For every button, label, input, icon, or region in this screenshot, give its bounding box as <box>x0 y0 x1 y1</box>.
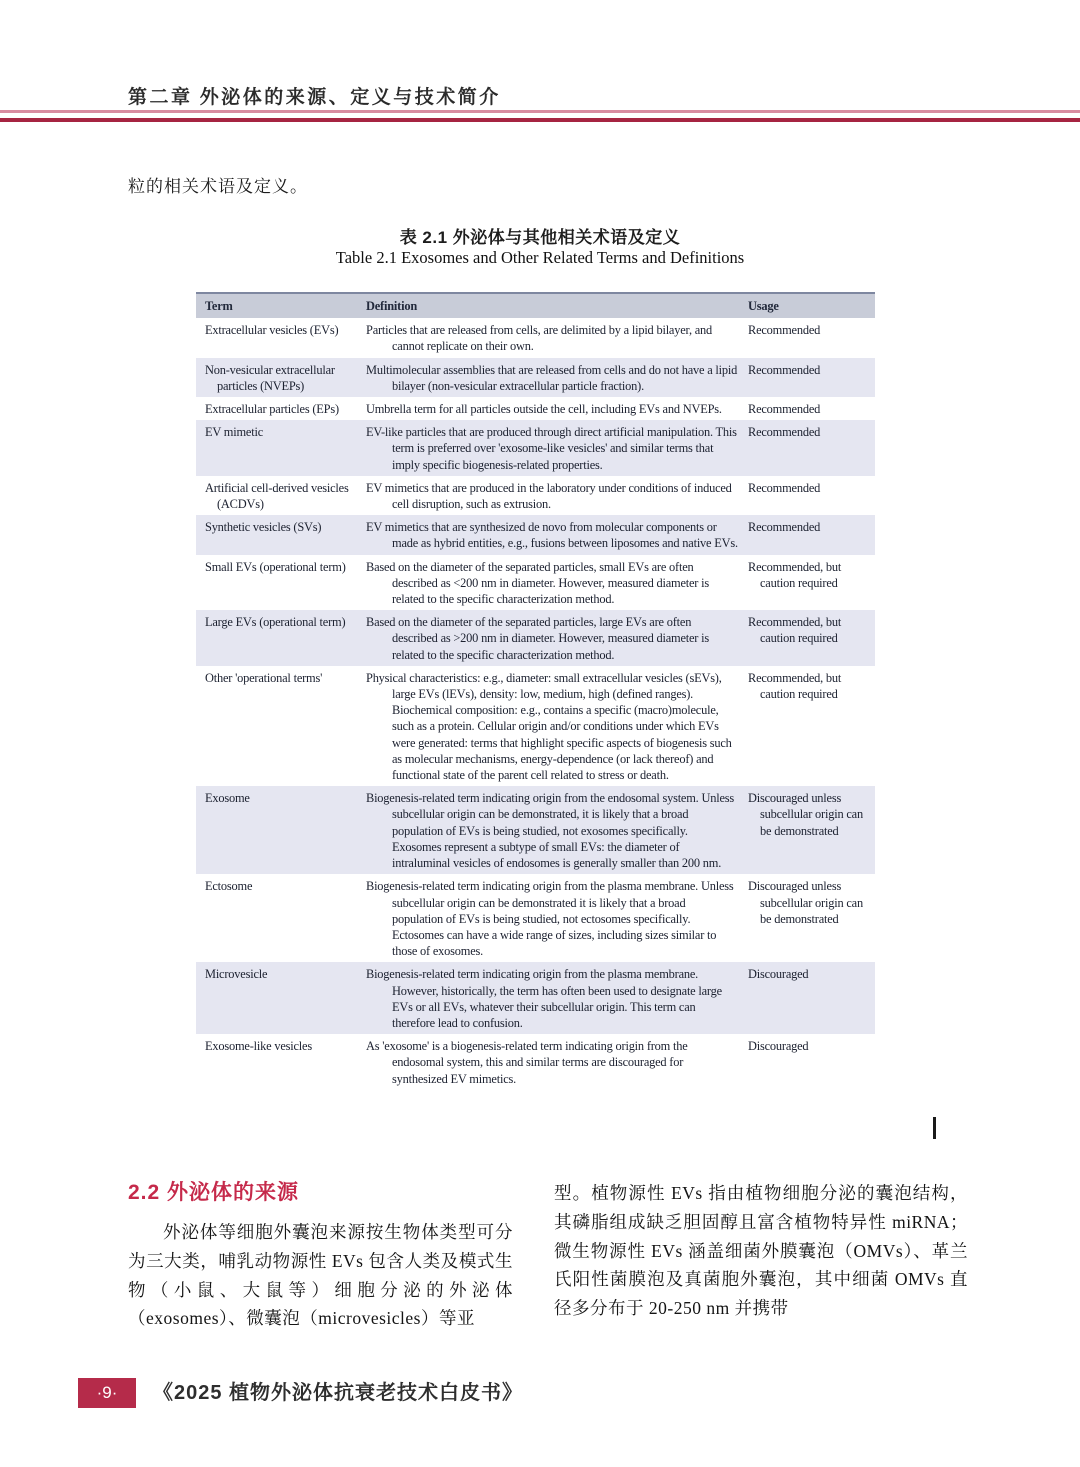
header-divider-dark <box>0 118 1080 122</box>
terms-definitions-table <box>196 292 875 1090</box>
table-row <box>196 786 875 874</box>
term-cell: EV mimetic <box>205 425 263 440</box>
table-title-chinese: 表 2.1 外泌体与其他相关术语及定义 <box>399 228 681 247</box>
paragraph-right: 型。植物源性 EVs 指由植物细胞分泌的囊泡结构，其磷脂组成缺乏胆固醇且富含植物特异性 miRNA；微生物源性 EVs 涵盖细菌外膜囊泡（OMVs）、革兰氏阳性菌膜泡及真菌胞外囊泡，其中细菌 OMVs 直径多分布于 20-250 nm 并携带 <box>554 1183 968 1319</box>
term-cell: Non-vesicular extracellular particles (NVEPs) <box>205 362 335 393</box>
definition-cell: Biogenesis-related term indicating origin from the plasma membrane. However, historically, the term has often been used to designate large EVs or all EVs, whatever their subcellular origin. This term can therefore lead to confusion. <box>366 967 722 1030</box>
table-body <box>196 318 875 1090</box>
text-column-left <box>128 1176 513 1333</box>
definition-cell: Umbrella term for all particles outside the cell, including EVs and NVEPs. <box>366 402 722 417</box>
definition-cell: EV-like particles that are produced through direct artificial manipulation. This term is preferred over 'exosome-like vesicles' and similar terms that imply specific biogenesis-related properties. <box>366 425 737 472</box>
section-source-of-exosomes <box>128 1176 968 1333</box>
term-cell: Ectosome <box>205 879 253 894</box>
table-row <box>196 476 875 515</box>
usage-cell: Recommended <box>748 323 821 338</box>
text-cursor-mark <box>933 1117 936 1139</box>
column-header-term: Term <box>205 299 233 313</box>
table-row <box>196 666 875 786</box>
definition-cell: Biogenesis-related term indicating origin from the endosomal system. Unless subcellular origin can be demonstrated, it is likely that a broad population of EVs is being studied, not exosomes specifically. Exosomes represent a subtype of small EVs: the diameter of intraluminal vesicles of endosomes is generally smaller than 200 nm. <box>366 791 734 871</box>
definition-cell: Particles that are released from cells, are delimited by a lipid bilayer, and cannot replicate on their own. <box>366 323 713 354</box>
table-row <box>196 1034 875 1090</box>
table-row <box>196 555 875 611</box>
usage-cell: Recommended <box>748 402 821 417</box>
table-row <box>196 318 875 357</box>
paragraph-left: 外泌体等细胞外囊泡来源按生物体类型可分为三大类，哺乳动物源性 EVs 包含人类及模式生物（小鼠、大鼠等）细胞分泌的外泌体（exosomes）、微囊泡（microvesicles）等亚 <box>128 1222 513 1329</box>
definition-cell: As 'exosome' is a biogenesis-related term indicating origin from the endosomal system, this and similar terms are discouraged for synthesized EV mimetics. <box>366 1039 688 1086</box>
usage-cell: Recommended, but caution required <box>748 615 842 646</box>
term-cell: Small EVs (operational term) <box>205 559 346 574</box>
page-number-badge: ·9· <box>78 1378 136 1408</box>
usage-cell: Discouraged unless subcellular origin can be demonstrated <box>748 879 863 926</box>
column-header-definition: Definition <box>366 299 418 313</box>
table-row <box>196 420 875 476</box>
column-header-usage: Usage <box>748 299 779 313</box>
usage-cell: Discouraged <box>748 967 809 982</box>
usage-cell: Recommended, but caution required <box>748 670 842 702</box>
chapter-header: 第二章 外泌体的来源、定义与技术简介 <box>128 87 501 108</box>
usage-cell: Recommended <box>748 362 821 377</box>
definition-cell: EV mimetics that are synthesized de novo from molecular components or made as hybrid entities, e.g., fusions between liposomes and native EVs. <box>366 520 738 551</box>
term-cell: Synthetic vesicles (SVs) <box>205 520 322 535</box>
usage-cell: Recommended <box>748 425 821 440</box>
term-cell: Large EVs (operational term) <box>205 615 346 630</box>
header-divider-light <box>0 110 1080 113</box>
table-row <box>196 515 875 554</box>
term-cell: Exosome-like vesicles <box>205 1039 312 1054</box>
term-cell: Microvesicle <box>205 967 268 982</box>
usage-cell: Recommended, but caution required <box>748 559 842 590</box>
term-cell: Extracellular vesicles (EVs) <box>205 323 339 338</box>
table-title-english: Table 2.1 Exosomes and Other Related Terms and Definitions <box>335 248 745 267</box>
definition-cell: Based on the diameter of the separated particles, large EVs are often described as >200 nm in diameter. However, measured diameter is related to the specific characterization method. <box>366 615 709 662</box>
book-title: 《2025 植物外泌体抗衰老技术白皮书》 <box>153 1382 524 1404</box>
term-cell: Extracellular particles (EPs) <box>205 402 339 417</box>
term-cell: Artificial cell-derived vesicles (ACDVs) <box>205 480 349 512</box>
usage-cell: Recommended <box>748 520 821 535</box>
definition-cell: Physical characteristics: e.g., diameter: small extracellular vesicles (sEVs), large EVs (lEVs), density: low, medium, high (defined ranges). Biochemical composition: e.g., contains a specific (macro)molecule, such as a protein. Cellular origin and/or conditions under which EVs were generated: terms that highlight specific aspects of biogenesis such as molecular mechanisms, energy-dependence (or lack thereof) and functional state of the parent cell related to stress or death. <box>366 670 732 783</box>
table-row <box>196 610 875 666</box>
definition-cell: EV mimetics that are produced in the laboratory under conditions of induced cell disruption, such as extrusion. <box>366 480 732 512</box>
term-cell: Exosome <box>205 791 250 806</box>
usage-cell: Discouraged unless subcellular origin can be demonstrated <box>748 791 863 838</box>
usage-cell: Recommended <box>748 480 821 495</box>
table-row <box>196 962 875 1034</box>
definition-cell: Biogenesis-related term indicating origin from the plasma membrane. Unless subcellular origin can be demonstrated it is likely that a broad population of EVs is being studied, not ectosomes specifically. Ectosomes can have a wide range of sizes, including sizes similar to those of exosomes. <box>366 879 734 959</box>
table-row <box>196 397 875 420</box>
text-column-right <box>554 1176 968 1333</box>
usage-cell: Discouraged <box>748 1039 809 1054</box>
table-row <box>196 358 875 397</box>
definition-cell: Based on the diameter of the separated particles, small EVs are often described as <200 nm in diameter. However, measured diameter is related to the specific characterization method. <box>366 559 709 607</box>
definition-cell: Multimolecular assemblies that are released from cells and do not have a lipid bilayer (non-vesicular extracellular particle fraction). <box>366 362 738 393</box>
intro-text: 粒的相关术语及定义。 <box>128 177 308 196</box>
term-cell: Other 'operational terms' <box>205 670 323 685</box>
table-row <box>196 874 875 962</box>
table-header-row <box>196 292 875 318</box>
section-heading: 2.2 外泌体的来源 <box>128 1181 300 1204</box>
